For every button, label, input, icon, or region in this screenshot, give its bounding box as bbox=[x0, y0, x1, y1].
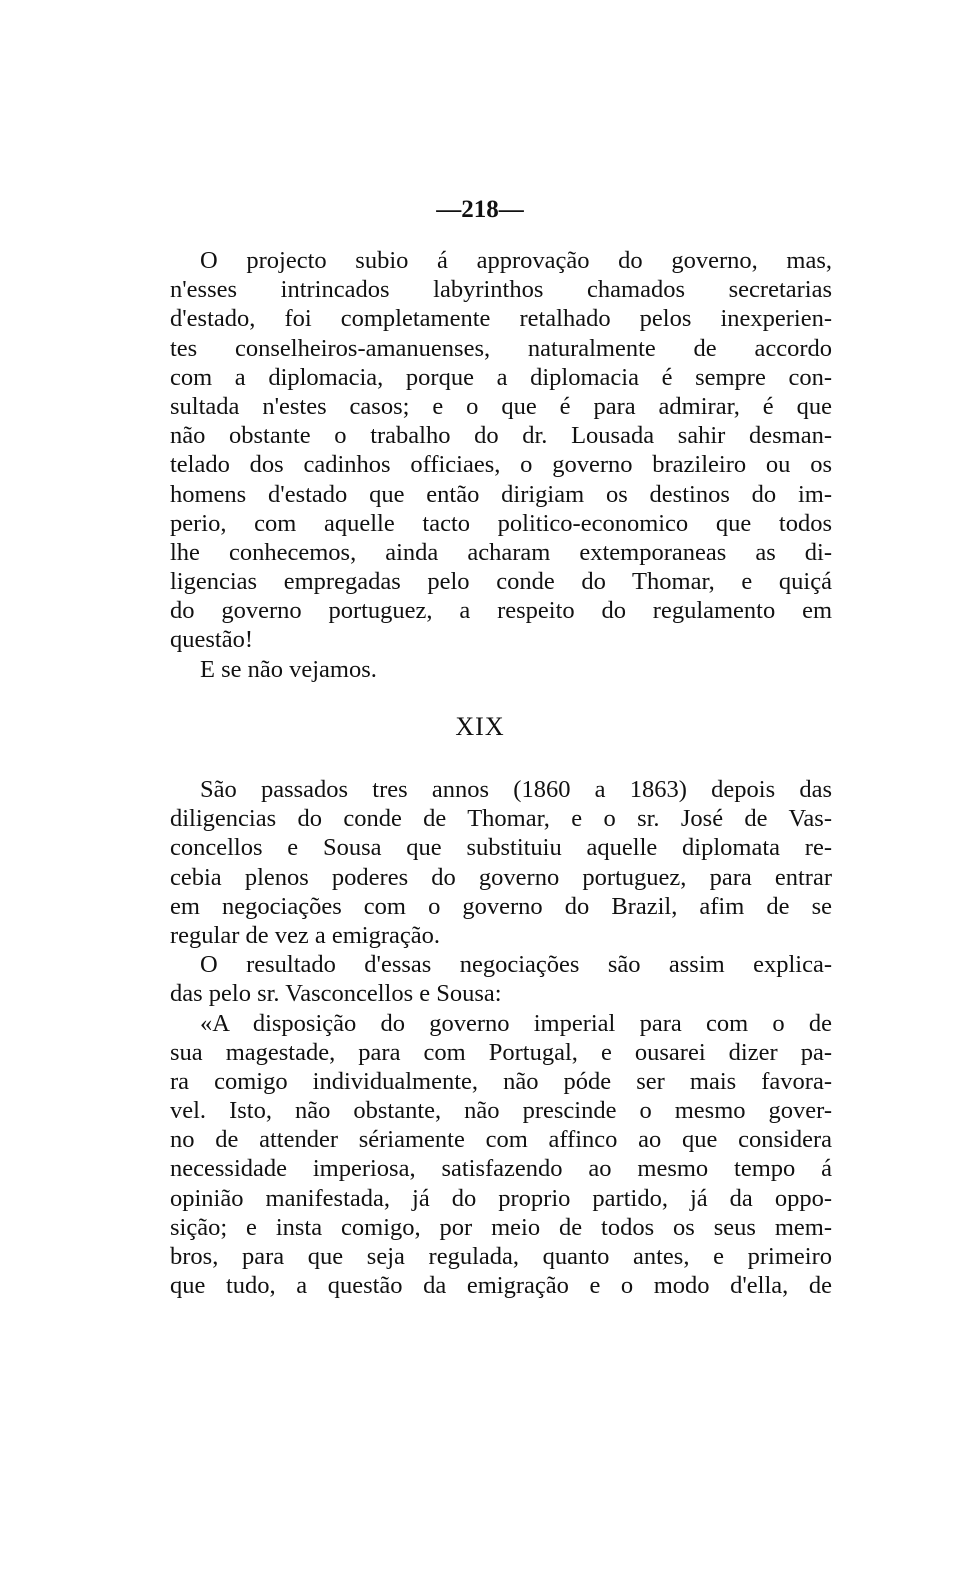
text-line: «A disposição do governo imperial para com o de bbox=[200, 1009, 832, 1037]
text-line: das pelo sr. Vasconcellos e Sousa: bbox=[170, 980, 502, 1008]
text-line: telado dos cadinhos officiaes, o governo brazileiro ou os bbox=[170, 451, 832, 479]
text-line: E se não vejamos. bbox=[200, 655, 377, 683]
text-line: O resultado d'essas negociações são assim explica- bbox=[200, 951, 832, 979]
paragraph-block-1 bbox=[170, 246, 832, 684]
text-line: cebia plenos poderes do governo portuguez, para entrar bbox=[170, 863, 832, 891]
text-line: sua magestade, para com Portugal, e ousarei dizer pa- bbox=[170, 1038, 832, 1066]
text-line: sultada n'estes casos; e o que é para admirar, é que bbox=[170, 392, 832, 420]
text-line: tes conselheiros-amanuenses, naturalmente de accordo bbox=[170, 334, 832, 362]
text-line: homens d'estado que então dirigiam os destinos do im- bbox=[170, 480, 832, 508]
text-line: no de attender sériamente com affinco ao que considera bbox=[170, 1126, 832, 1154]
text-line: bros, para que seja regulada, quanto antes, e primeiro bbox=[170, 1243, 832, 1270]
text-line: ra comigo individualmente, não póde ser mais favora- bbox=[170, 1067, 832, 1095]
text-line: em negociações com o governo do Brazil, afim de se bbox=[170, 892, 832, 920]
paragraph-block-2 bbox=[170, 775, 832, 1300]
text-line: São passados tres annos (1860 a 1863) depois das bbox=[200, 776, 832, 803]
text-line: diligencias do conde de Thomar, e o sr. José de Vas- bbox=[170, 805, 832, 833]
text-line: opinião manifestada, já do proprio partido, já da oppo- bbox=[170, 1184, 832, 1212]
text-line: lhe conhecemos, ainda acharam extemporaneas as di- bbox=[170, 538, 832, 566]
page-number: —218— bbox=[436, 196, 524, 223]
text-line: necessidade imperiosa, satisfazendo ao mesmo tempo á bbox=[170, 1155, 832, 1183]
text-line: questão! bbox=[170, 626, 253, 654]
text-line: sição; e insta comigo, por meio de todos os seus mem- bbox=[170, 1213, 832, 1241]
text-line: O projecto subio á approvação do governo, mas, bbox=[200, 247, 832, 274]
text-line: vel. Isto, não obstante, não prescinde o mesmo gover- bbox=[170, 1097, 832, 1125]
text-line: não obstante o trabalho do dr. Lousada sahir desman- bbox=[170, 422, 832, 450]
text-line: com a diplomacia, porque a diplomacia é sempre con- bbox=[170, 363, 832, 391]
text-line: concellos e Sousa que substituiu aquelle diplomata re- bbox=[170, 834, 832, 862]
text-line: n'esses intrincados labyrinthos chamados secretarias bbox=[170, 276, 832, 304]
text-line: regular de vez a emigração. bbox=[170, 921, 441, 949]
chapter-heading: XIX bbox=[455, 712, 505, 741]
text-line: d'estado, foi completamente retalhado pelos inexperien- bbox=[170, 305, 832, 333]
text-line: do governo portuguez, a respeito do regulamento em bbox=[170, 597, 832, 625]
text-line: perio, com aquelle tacto politico-economico que todos bbox=[170, 509, 832, 537]
text-line: ligencias empregadas pelo conde do Thomar, e quiçá bbox=[170, 568, 832, 596]
text-line: que tudo, a questão da emigração e o modo d'ella, de bbox=[170, 1272, 832, 1300]
